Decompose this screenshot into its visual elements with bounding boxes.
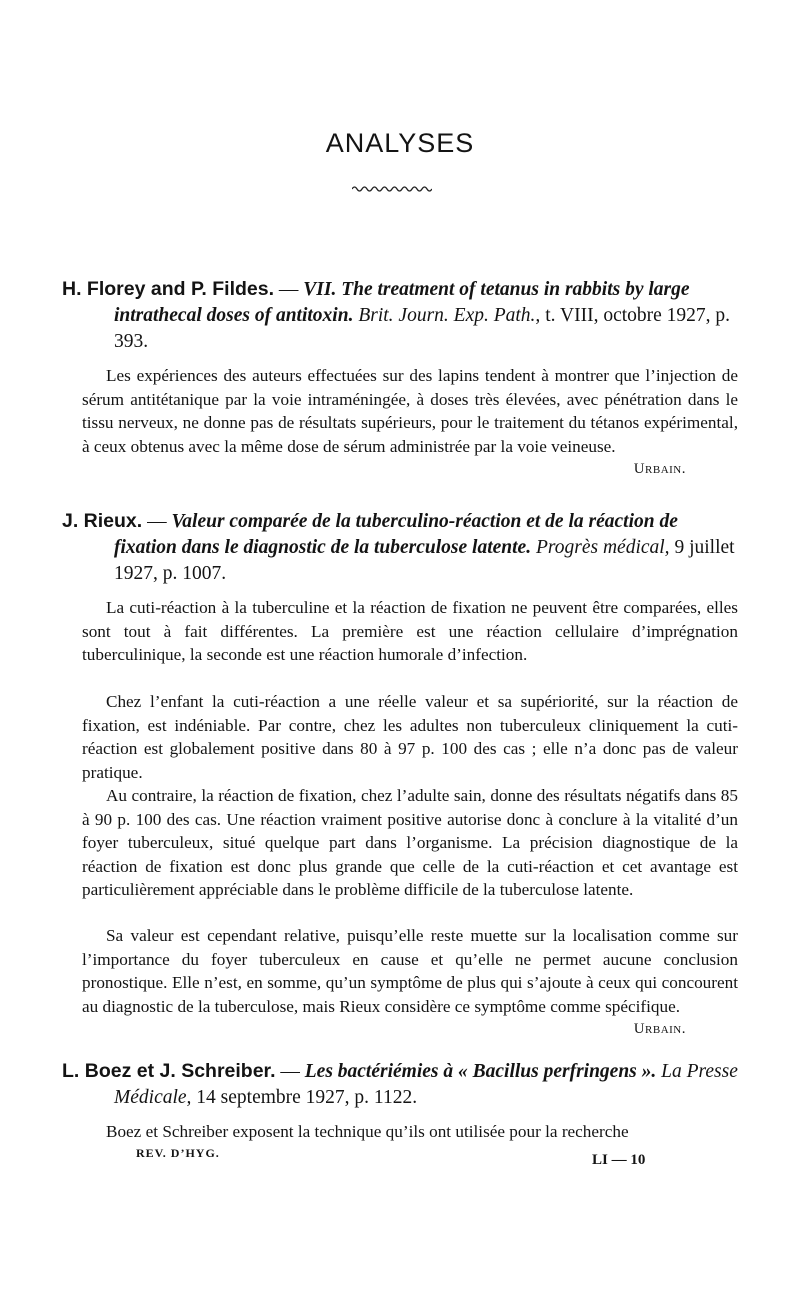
- entry-paragraph: Au contraire, la réaction de fixation, chez l’adulte sain, donne des résultats négatifs dans 85 à 90 p. 100 des cas. Une réaction vraiment positive autorise donc à conclure à la vitalité d’un foyer tuberculeux, situé quelque part dans l’organisme. La précision diagnostique de la réaction de fixation est donc plus grande que celle de la cuti-réaction et cet avantage est particulièrement appréciable dans le problème difficile de la tuberculose latente.: [82, 786, 738, 900]
- entry-paragraph: Chez l’enfant la cuti-réaction a une réelle valeur et sa supériorité, sur la réaction de fixation, est indéniable. Par contre, chez les adultes non tuberculeux cliniquement la cuti-réaction est globalement positive dans 80 à 97 p. 100 des cas ; elle n’a donc pas de valeur pratique.: [82, 692, 738, 782]
- decorative-rule: [352, 184, 432, 194]
- entry-citation: t. VIII, octobre 1927, p. 393.: [114, 305, 731, 352]
- entry-citation: 14 septembre 1927, p. 1122.: [196, 1087, 418, 1108]
- entry-signature: Urbain.: [633, 1021, 686, 1038]
- entry-work-title: Valeur comparée de la tuberculino-réaction et de la réaction de fixation dans le diagnostic de la tuberculose latente.: [114, 511, 678, 558]
- page-title: ANALYSES: [325, 128, 475, 158]
- entry-work-title: VII. The treatment of tetanus in rabbits by large intrathecal doses of antitoxin.: [114, 279, 690, 326]
- entry-journal: La Presse Médicale,: [114, 1061, 738, 1108]
- entry-signature: Urbain.: [633, 461, 686, 478]
- entry-citation: 9 juillet 1927, p. 1007.: [114, 537, 735, 584]
- entry-dash: —: [142, 511, 172, 532]
- entry-paragraph: Les expériences des auteurs effectuées sur des lapins tendent à montrer que l’injection de sérum antitétanique par la voie intraméningée, à doses très élevées, avec pénétration dans le tissu nerveux, ne donne pas de résultats supérieurs, pour le traitement du tétanos expérimental, à ceux obtenus avec la même dose de sérum administrée par la voie veineuse. Urbain.: [82, 364, 738, 482]
- entry-dash: —: [274, 279, 304, 300]
- entry-heading: [62, 1058, 738, 1111]
- entry-work-title: Les bactériémies à « Bacillus perfringens ».: [304, 1061, 657, 1082]
- entry-heading: [62, 276, 738, 355]
- entry-authors: J. Rieux.: [62, 510, 143, 532]
- entry-paragraph: Boez et Schreiber exposent la technique qu’ils ont utilisée pour la recherche: [106, 1122, 629, 1141]
- entry-journal: Progrès médical,: [535, 537, 670, 558]
- entry-authors: L. Boez et J. Schreiber.: [62, 1060, 276, 1082]
- entry-paragraph: La cuti-réaction à la tuberculine et la réaction de fixation ne peuvent être comparées, elles sont tout à fait différentes. La première est une réaction cellulaire d’imprégnation tuberculinique, la seconde est une réaction humorale d’infection.: [82, 598, 738, 665]
- entry-authors: H. Florey and P. Fildes.: [62, 278, 275, 300]
- entry-heading: [62, 508, 738, 587]
- entry-dash: —: [275, 1061, 305, 1082]
- footer-signature-mark: LI — 10: [592, 1152, 646, 1168]
- entry-journal: Brit. Journ. Exp. Path.,: [358, 305, 541, 326]
- footer-journal-abbrev: REV. D’HYG.: [136, 1146, 220, 1160]
- entry-paragraph: Sa valeur est cependant relative, puisqu’elle reste muette sur la localisation comme sur l’importance du foyer tuberculeux en cause et qu’elle ne permet aucune conclusion pronostique. Elle n’est, en somme, qu’un symptôme de plus qui s’ajoute à ceux qui concourent au diagnostic de la tuberculose, mais Rieux considère ce symptôme comme spécifique. Urbain.: [82, 924, 738, 1042]
